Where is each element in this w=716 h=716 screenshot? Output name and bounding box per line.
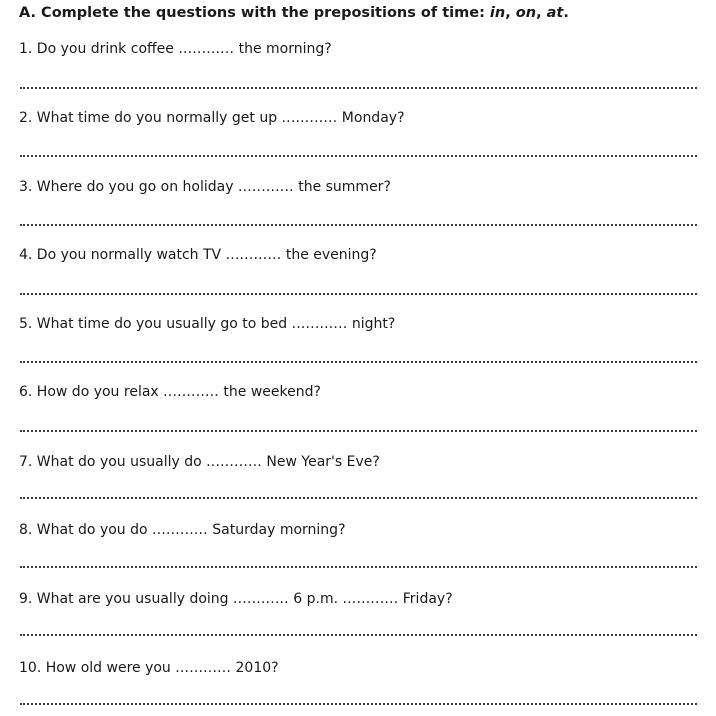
question-text-start: 6. How do you relax — [19, 384, 164, 400]
question-text-start: 1. Do you drink coffee — [19, 41, 179, 57]
question-9 — [19, 590, 453, 608]
fill-in-blank[interactable]: ............ — [175, 660, 232, 676]
question-10 — [19, 659, 279, 677]
heading-comma-2: , — [536, 5, 547, 21]
question-6 — [19, 383, 321, 401]
answer-line-10[interactable] — [20, 703, 697, 705]
question-text-start: 5. What time do you usually go to bed — [19, 316, 292, 332]
fill-in-blank[interactable]: ............ — [237, 179, 294, 195]
fill-in-blank[interactable]: ............ — [206, 454, 262, 470]
fill-in-blank[interactable]: ............ — [152, 522, 208, 538]
fill-in-blank[interactable]: ............ — [233, 591, 289, 607]
question-text-end: the weekend? — [218, 384, 321, 400]
heading-period: . — [563, 5, 569, 21]
question-text-start: 8. What do you do — [19, 522, 153, 538]
question-text-start: 7. What do you usually do — [19, 454, 207, 470]
question-text-end: the morning? — [234, 41, 332, 57]
fill-in-blank[interactable]: ............ — [163, 384, 219, 400]
question-text-end: night? — [347, 316, 396, 332]
question-text-start: 9. What are you usually doing — [19, 591, 233, 607]
answer-line-5[interactable] — [20, 361, 697, 363]
question-text-end: New Year's Eve? — [261, 454, 380, 470]
answer-line-4[interactable] — [20, 293, 697, 295]
question-text-start: 3. Where do you go on holiday — [19, 179, 238, 195]
question-4 — [19, 246, 377, 264]
answer-line-8[interactable] — [20, 566, 697, 568]
question-1 — [19, 40, 332, 58]
question-text-end: Saturday morning? — [207, 522, 346, 538]
answer-line-3[interactable] — [20, 224, 697, 226]
exercise-heading — [19, 5, 569, 21]
fill-in-blank[interactable]: ............ — [178, 41, 235, 57]
answer-line-7[interactable] — [20, 497, 697, 499]
fill-in-blank[interactable]: ............ — [281, 110, 338, 126]
question-8 — [19, 521, 346, 539]
question-text-start: 10. How old were you — [19, 660, 176, 676]
question-text-end: the summer? — [293, 179, 391, 195]
heading-word-in: in — [489, 5, 506, 21]
question-text-end: Friday? — [398, 591, 453, 607]
question-text-middle: 6 p.m. — [288, 591, 343, 607]
question-3 — [19, 178, 391, 196]
fill-in-blank[interactable]: ............ — [342, 591, 399, 607]
question-text-end: the evening? — [281, 247, 377, 263]
answer-line-6[interactable] — [20, 430, 697, 432]
question-text-end: Monday? — [337, 110, 405, 126]
question-2 — [19, 109, 405, 127]
answer-line-1[interactable] — [20, 87, 697, 89]
fill-in-blank[interactable]: ............ — [291, 316, 348, 332]
fill-in-blank[interactable]: ............ — [225, 247, 282, 263]
answer-line-2[interactable] — [20, 155, 697, 157]
question-7 — [19, 453, 380, 471]
question-text-start: 4. Do you normally watch TV — [19, 247, 226, 263]
question-5 — [19, 315, 395, 333]
answer-line-9[interactable] — [20, 634, 697, 636]
heading-word-at: at — [546, 5, 564, 21]
heading-prefix: A. Complete the questions with the prepositions of time: — [19, 5, 490, 21]
heading-comma-1: , — [505, 5, 516, 21]
heading-word-on: on — [515, 5, 537, 21]
question-text-end: 2010? — [231, 660, 279, 676]
question-text-start: 2. What time do you normally get up — [19, 110, 282, 126]
